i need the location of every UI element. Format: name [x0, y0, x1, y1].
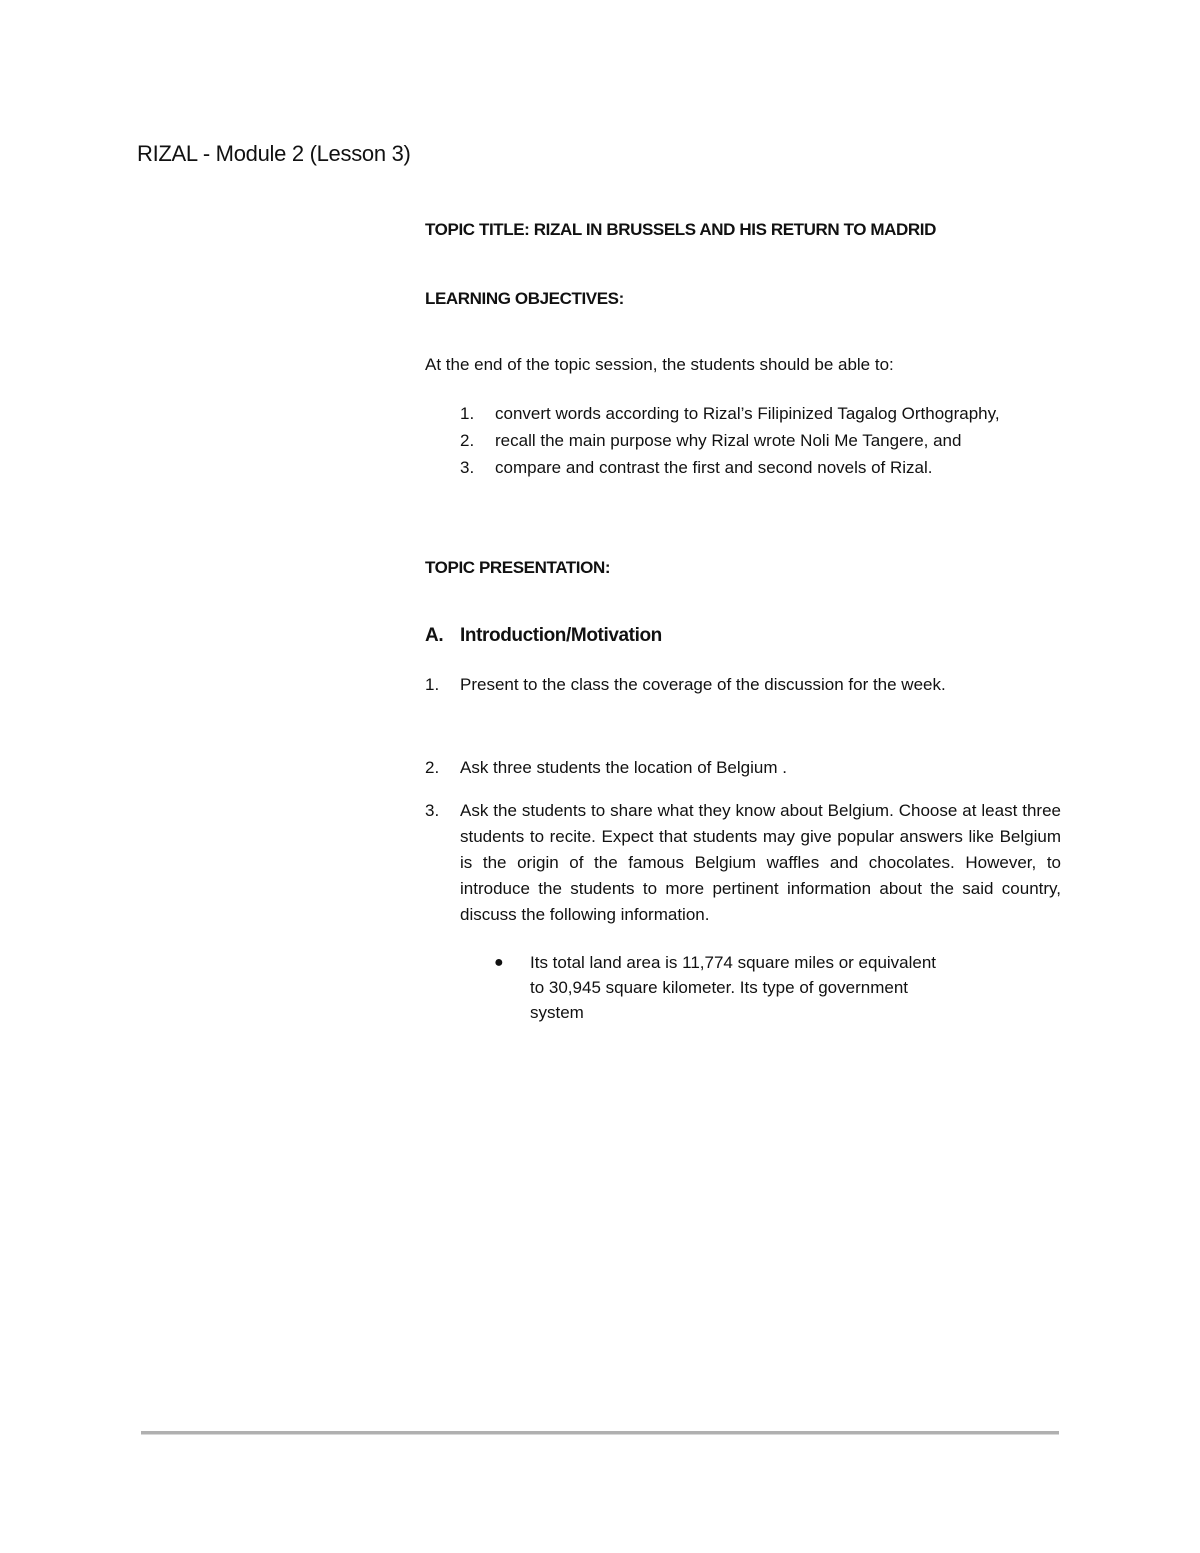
- objective-text: convert words according to Rizal’s Filipinized Tagalog Orthography,: [495, 404, 1000, 423]
- list-item: [460, 950, 940, 1025]
- objective-text: compare and contrast the first and second novels of Rizal.: [495, 458, 933, 477]
- step-text: Ask three students the location of Belgium .: [460, 758, 787, 777]
- list-number: 2.: [425, 758, 440, 777]
- step-text: Ask the students to share what they know about Belgium. Choose at least three students to recite. Expect that students may give popular answers like Belgium is the origin of the famous Belgium waffles and chocolates. However, to introduce the students to more pertinent information about the said country, discuss the following information.: [460, 801, 1061, 924]
- list-number: 1.: [460, 404, 475, 423]
- belgium-facts-list: [460, 950, 1061, 1025]
- module-title: RIZAL - Module 2 (Lesson 3): [137, 141, 411, 166]
- objective-text: recall the main purpose why Rizal wrote Noli Me Tangere, and: [495, 431, 962, 450]
- section-a-heading: [425, 625, 662, 647]
- step-text: Present to the class the coverage of the discussion for the week.: [460, 675, 946, 694]
- learning-objectives-heading: LEARNING OBJECTIVES:: [425, 289, 624, 308]
- list-number: 3.: [460, 458, 475, 477]
- bullet-icon: ●: [494, 954, 504, 971]
- objectives-intro: At the end of the topic session, the students should be able to:: [425, 355, 894, 374]
- list-number: 2.: [460, 431, 475, 450]
- motivation-steps: [425, 672, 1061, 1025]
- list-number: 3.: [425, 801, 440, 820]
- footer-divider: [141, 1431, 1059, 1435]
- bullet-text: Its total land area is 11,774 square miles or equivalent to 30,945 square kilometer. Its type of government system: [530, 953, 937, 1022]
- list-item: [425, 429, 1040, 452]
- section-letter: A.: [425, 625, 444, 646]
- list-number: 1.: [425, 675, 440, 694]
- list-item: [425, 456, 1040, 479]
- topic-title: TOPIC TITLE: RIZAL IN BRUSSELS AND HIS RETURN TO MADRID: [425, 220, 936, 239]
- topic-presentation-heading: TOPIC PRESENTATION:: [425, 558, 611, 577]
- objectives-list: [425, 402, 1040, 483]
- list-item: [425, 755, 1061, 781]
- section-title: Introduction/Motivation: [460, 625, 662, 646]
- list-item: [425, 798, 1061, 1025]
- list-item: [425, 402, 1040, 425]
- list-item: [425, 672, 1061, 698]
